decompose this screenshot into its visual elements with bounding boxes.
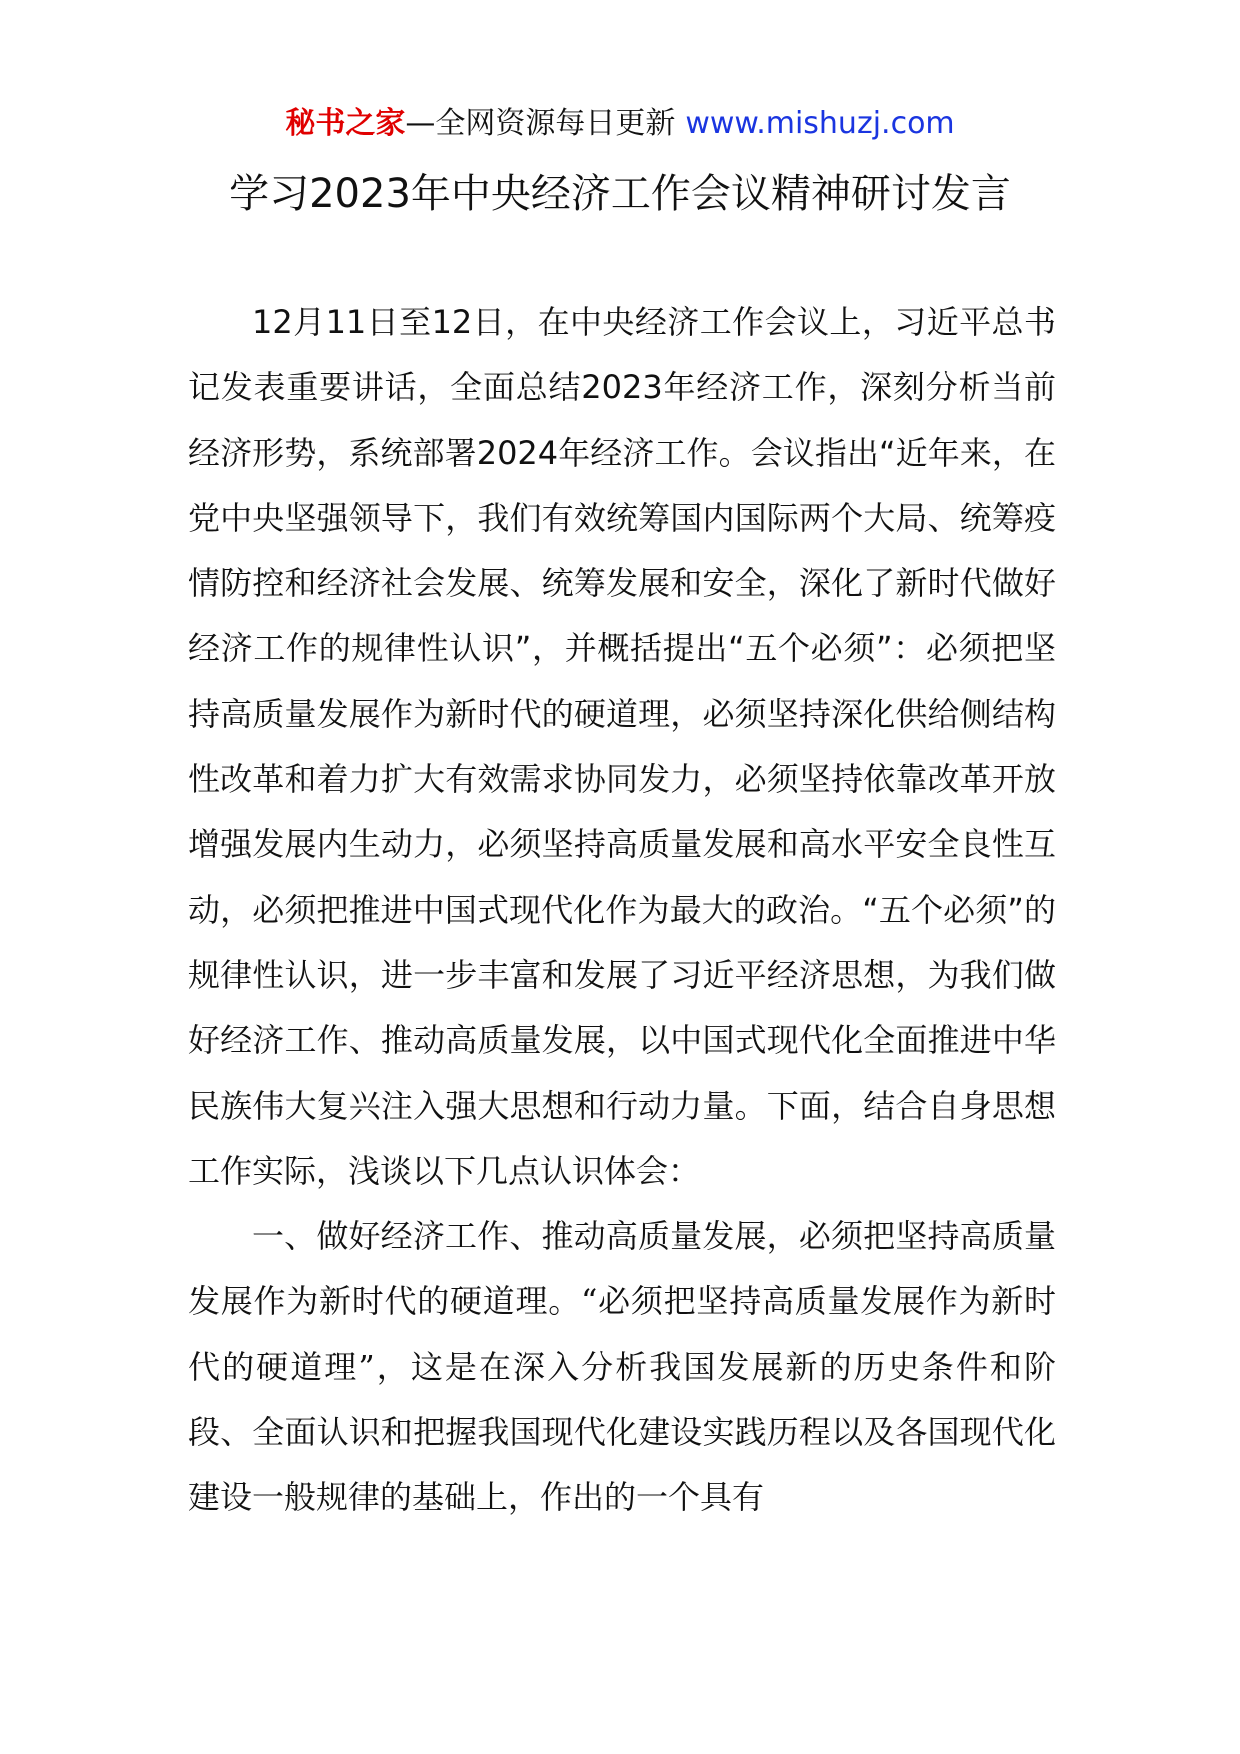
document-title: 学习2023年中央经济工作会议精神研讨发言 (229, 171, 1011, 217)
intro-paragraph: 12月11日至12日，在中央经济工作会议上，习近平总书记发表重要讲话，全面总结2023年经济工作，深刻分析当前经济形势，系统部署2024年经济工作。会议指出“近年来，在党中央坚强领导下，我们有效统筹国内国际两个大局、统筹疫情防控和经济社会发展、统筹发展和安全，深化了新时代做好经济工作的规律性认识”，并概括提出“五个必须”：必须把坚持高质量发展作为新时代的硬道理，必须坚持深化供给侧结构性改革和着力扩大有效需求协同发力，必须坚持依靠改革开放增强发展内生动力，必须坚持高质量发展和高水平安全良性互动，必须把推进中国式现代化作为最大的政治。“五个必须”的规律性认识，进一步丰富和发展了习近平经济思想，为我们做好经济工作、推动高质量发展，以中国式现代化全面推进中华民族伟大复兴注入强大思想和行动力量。下面，结合自身思想工作实际，浅谈以下几点认识体会： (188, 303, 1056, 1190)
document-body (188, 290, 1056, 1531)
header-tagline: —全网资源每日更新 (405, 106, 676, 141)
page-header (0, 102, 1240, 146)
brand-name: 秘书之家 (285, 106, 406, 141)
website-link[interactable]: www.mishuzj.com (685, 106, 955, 141)
section-one-paragraph: 一、做好经济工作、推动高质量发展，必须把坚持高质量发展作为新时代的硬道理。“必须把坚持高质量发展作为新时代的硬道理”，这是在深入分析我国发展新的历史条件和阶段、全面认识和把握我国现代化建设实践历程以及各国现代化建设一般规律的基础上，作出的一个具有 (188, 1217, 1056, 1517)
